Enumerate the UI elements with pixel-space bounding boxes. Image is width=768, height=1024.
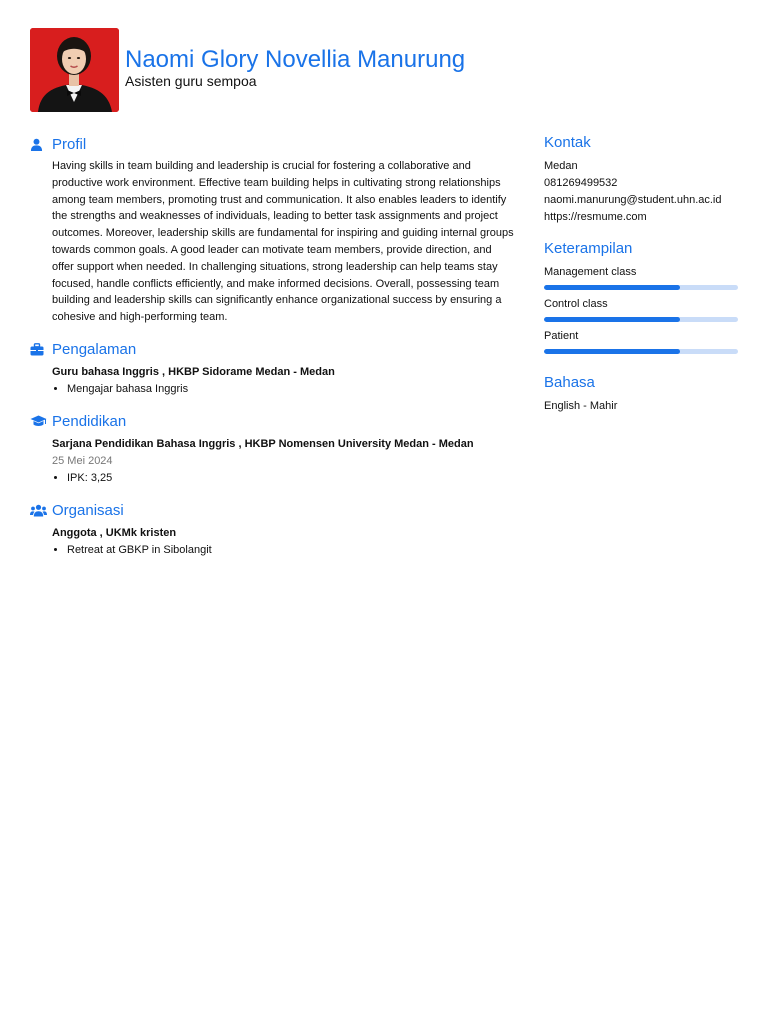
skill-bar bbox=[544, 317, 738, 322]
section-title-bahasa: Bahasa bbox=[544, 374, 595, 391]
skill-bar bbox=[544, 285, 738, 290]
skill-name: Control class bbox=[544, 298, 608, 310]
section-profil bbox=[30, 134, 514, 326]
user-icon bbox=[30, 138, 52, 151]
section-bahasa bbox=[544, 374, 740, 415]
resume-header bbox=[30, 28, 465, 112]
experience-entry bbox=[52, 364, 514, 398]
skill-item bbox=[544, 296, 740, 322]
contact-website[interactable]: https://resmume.com bbox=[544, 211, 647, 223]
language-item: English - Mahir bbox=[544, 400, 618, 412]
job-title: Asisten guru sempoa bbox=[125, 73, 257, 89]
section-title-profil bbox=[30, 134, 514, 154]
full-name: Naomi Glory Novellia Manurung bbox=[125, 46, 466, 73]
list-item: • Mengajar bahasa Inggris bbox=[67, 381, 514, 398]
section-pendidikan bbox=[30, 412, 514, 487]
briefcase-icon bbox=[30, 343, 52, 356]
organization-entry bbox=[52, 525, 514, 559]
right-column bbox=[544, 134, 740, 429]
section-keterampilan bbox=[544, 240, 740, 354]
experience-bullets bbox=[52, 381, 514, 398]
contact-city: Medan bbox=[544, 160, 578, 172]
section-pengalaman bbox=[30, 340, 514, 398]
profile-photo bbox=[30, 28, 119, 112]
section-title-kontak: Kontak bbox=[544, 134, 591, 151]
skills-list bbox=[544, 264, 740, 354]
section-organisasi bbox=[30, 501, 514, 559]
list-item: • Retreat at GBKP in Sibolangit bbox=[67, 542, 514, 559]
section-title-organisasi bbox=[30, 501, 514, 521]
skill-item bbox=[544, 328, 740, 354]
section-title-text: Pengalaman bbox=[52, 341, 137, 359]
experience-role: Guru bahasa Inggris , HKBP Sidorame Medan - Medan bbox=[52, 365, 335, 378]
left-column bbox=[30, 134, 514, 573]
skill-bar-fill bbox=[544, 317, 680, 322]
section-title-keterampilan: Keterampilan bbox=[544, 240, 633, 257]
section-title-text: Pendidikan bbox=[52, 413, 127, 431]
contact-email[interactable]: naomi.manurung@student.uhn.ac.id bbox=[544, 194, 722, 206]
education-degree: Sarjana Pendidikan Bahasa Inggris , HKBP Nomensen University Medan - Medan bbox=[52, 437, 474, 450]
skill-bar-fill bbox=[544, 285, 680, 290]
section-kontak bbox=[544, 134, 740, 226]
skill-item bbox=[544, 264, 740, 290]
graduation-cap-icon bbox=[30, 415, 52, 428]
organization-role: Anggota , UKMk kristen bbox=[52, 526, 177, 539]
education-entry bbox=[52, 436, 514, 487]
contact-phone: 081269499532 bbox=[544, 177, 618, 189]
profile-summary: Having skills in team building and leadership is crucial for fostering a collaborative and productive work environment. Effective team building helps in cultivating strong relationships among team members, promoting trust and communication. It also enables leaders to identify the strengths and weaknesses of individuals, leading to better task assignments and project outcomes. Moreover, leadership skills are fundamental for inspiring and guiding internal groups towards common goals. A good leader can motivate team members, provide direction, and offer support when needed. In challenging situations, strong leadership can help teams stay focused, handle conflicts efficiently, and make informed decisions. Overall, possessing team building and leadership skills can significantly enhance organizational success by ensuring a cohesive and high-performing team. bbox=[52, 160, 514, 324]
skill-bar-fill bbox=[544, 349, 680, 354]
skill-name: Management class bbox=[544, 266, 637, 278]
list-item: • IPK: 3,25 bbox=[67, 470, 514, 487]
section-title-text: Profil bbox=[52, 135, 87, 153]
users-icon bbox=[30, 504, 52, 517]
section-title-text: Organisasi bbox=[52, 502, 124, 520]
name-block bbox=[125, 28, 465, 89]
organization-bullets bbox=[52, 542, 514, 559]
skill-bar bbox=[544, 349, 738, 354]
skill-name: Patient bbox=[544, 330, 579, 342]
education-date: 25 Mei 2024 bbox=[52, 454, 113, 467]
section-title-pendidikan bbox=[30, 412, 514, 432]
section-title-pengalaman bbox=[30, 340, 514, 360]
education-bullets bbox=[52, 470, 514, 487]
person-portrait-image bbox=[30, 28, 119, 112]
